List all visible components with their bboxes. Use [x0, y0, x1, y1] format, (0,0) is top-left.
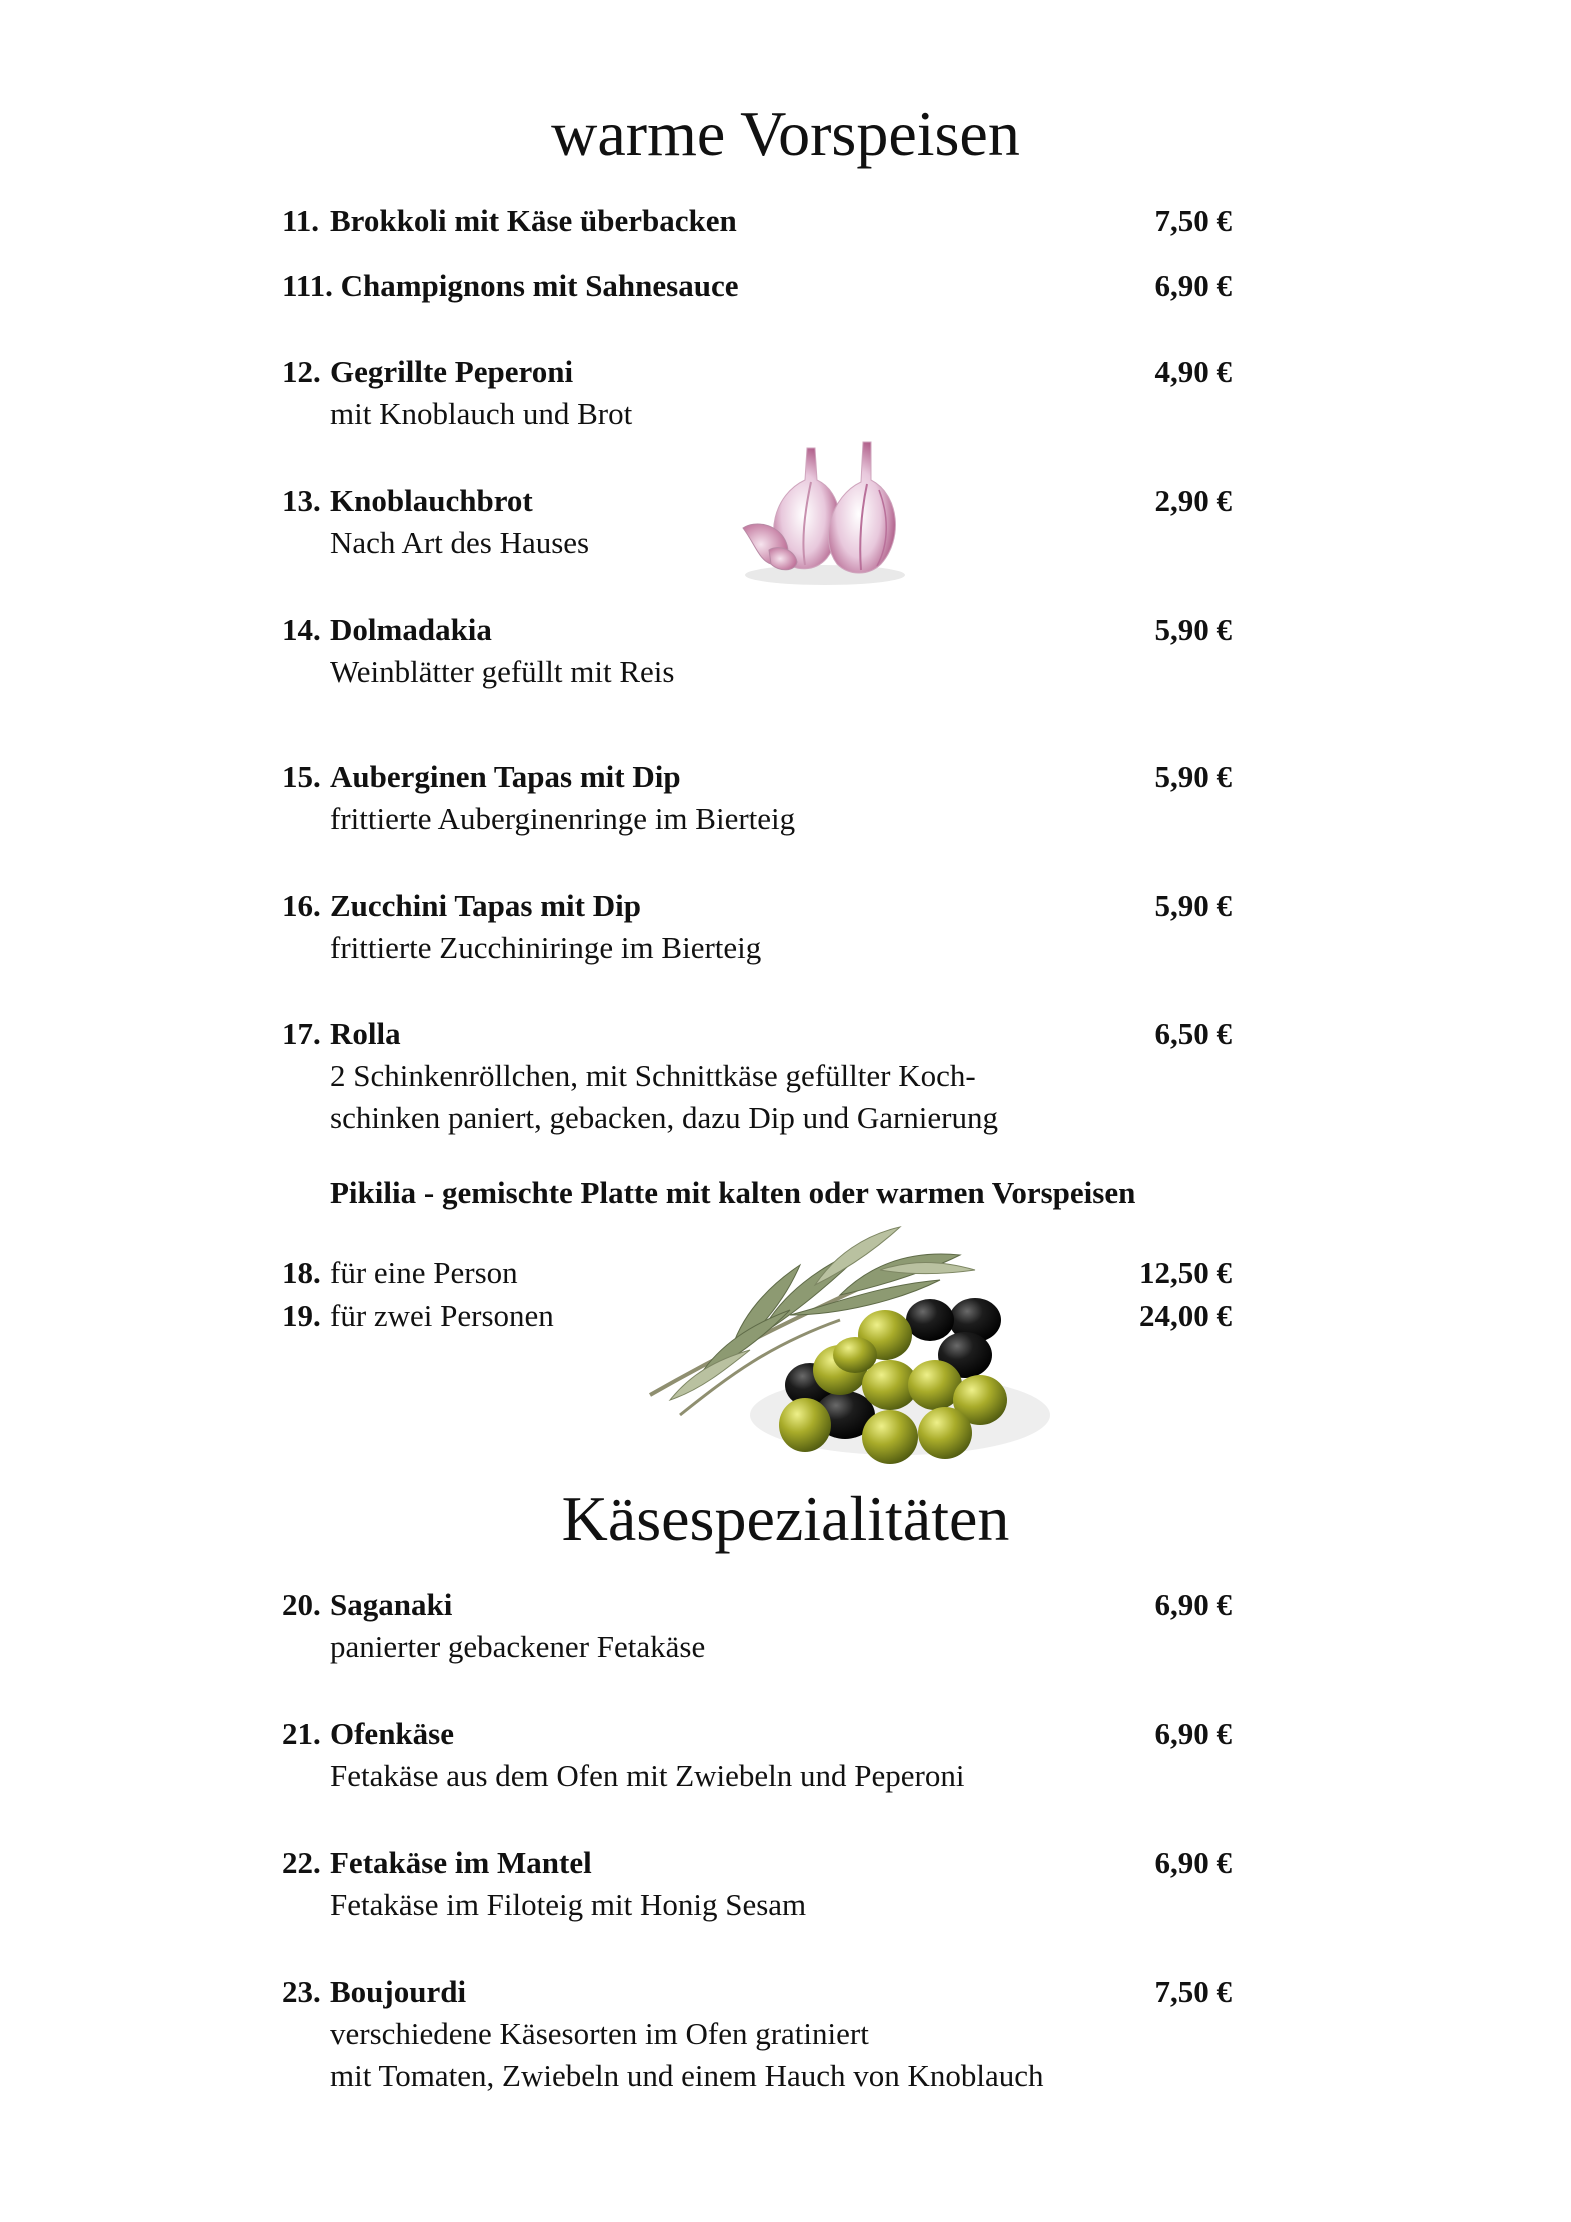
item-description: frittierte Zucchiniringe im Bierteig [330, 930, 762, 965]
pikilia-note: Pikilia - gemischte Platte mit kalten oder warmen Vorspeisen [330, 1175, 1136, 1210]
item-price: 4,90 € [1154, 354, 1232, 389]
item-number: 17. [282, 1016, 321, 1051]
item-price: 7,50 € [1154, 1974, 1232, 2009]
item-price: 6,50 € [1154, 1016, 1232, 1051]
item-number: 15. [282, 759, 321, 794]
item-price: 12,50 € [1139, 1255, 1232, 1290]
item-price: 6,90 € [1154, 1587, 1232, 1622]
item-number: 12. [282, 354, 321, 389]
menu-item-16 [282, 885, 1232, 969]
item-name: Rolla [330, 1016, 401, 1051]
item-name: Brokkoli mit Käse überbacken [330, 203, 737, 238]
menu-item-20 [282, 1584, 1232, 1668]
menu-item-11 [282, 200, 1232, 242]
item-number: 22. [282, 1845, 321, 1880]
item-number: 19. [282, 1298, 321, 1333]
menu-item-111 [282, 265, 1232, 307]
menu-item-21 [282, 1713, 1232, 1797]
item-description: verschiedene Käsesorten im Ofen gratiniert [330, 2016, 869, 2051]
menu-item-15 [282, 756, 1232, 840]
item-description: 2 Schinkenröllchen, mit Schnittkäse gefüllter Koch- [330, 1058, 976, 1093]
item-name: für eine Person [330, 1255, 518, 1290]
item-name: 111. Champignons mit Sahnesauce [282, 268, 739, 303]
item-name: Auberginen Tapas mit Dip [330, 759, 681, 794]
item-description: schinken paniert, gebacken, dazu Dip und Garnierung [330, 1100, 998, 1135]
item-number: 11. [282, 203, 320, 238]
item-name: Ofenkäse [330, 1716, 454, 1751]
item-number: 14. [282, 612, 321, 647]
warm-starters-heading: warme Vorspeisen [551, 98, 1020, 169]
item-price: 2,90 € [1154, 483, 1232, 518]
item-number: 13. [282, 483, 321, 518]
item-name: Dolmadakia [330, 612, 492, 647]
item-name: Boujourdi [330, 1974, 467, 2009]
item-description: Fetakäse im Filoteig mit Honig Sesam [330, 1887, 807, 1922]
item-name: Gegrillte Peperoni [330, 354, 574, 389]
menu-item-12 [282, 351, 1232, 435]
menu-item-17 [282, 1013, 1232, 1139]
item-number: 20. [282, 1587, 321, 1622]
menu-item-14 [282, 609, 1232, 693]
menu-item-22 [282, 1842, 1232, 1926]
item-number: 18. [282, 1255, 321, 1290]
item-number: 23. [282, 1974, 321, 2009]
olives-image [640, 1225, 1060, 1480]
item-description: mit Knoblauch und Brot [330, 396, 633, 431]
menu-item-23 [282, 1971, 1232, 2097]
item-name: Saganaki [330, 1587, 453, 1622]
item-description: Nach Art des Hauses [330, 525, 590, 560]
item-number: 16. [282, 888, 321, 923]
item-price: 5,90 € [1154, 888, 1232, 923]
item-price: 6,90 € [1154, 1716, 1232, 1751]
item-name: Zucchini Tapas mit Dip [330, 888, 641, 923]
item-price: 24,00 € [1139, 1298, 1232, 1333]
item-price: 6,90 € [1154, 1845, 1232, 1880]
item-price: 7,50 € [1154, 203, 1232, 238]
item-name: Fetakäse im Mantel [330, 1845, 592, 1880]
item-number: 21. [282, 1716, 321, 1751]
item-name: Knoblauchbrot [330, 483, 533, 518]
garlic-image [735, 440, 920, 590]
item-price: 6,90 € [1154, 268, 1232, 303]
item-description: frittierte Auberginenringe im Bierteig [330, 801, 796, 836]
item-description: Weinblätter gefüllt mit Reis [330, 654, 675, 689]
cheese-specialties-heading: Käsespezialitäten [561, 1483, 1010, 1554]
item-description: panierter gebackener Fetakäse [330, 1629, 706, 1664]
item-name: für zwei Personen [330, 1298, 554, 1333]
item-description: mit Tomaten, Zwiebeln und einem Hauch von Knoblauch [330, 2058, 1044, 2093]
item-description: Fetakäse aus dem Ofen mit Zwiebeln und Peperoni [330, 1758, 965, 1793]
item-price: 5,90 € [1154, 612, 1232, 647]
item-price: 5,90 € [1154, 759, 1232, 794]
